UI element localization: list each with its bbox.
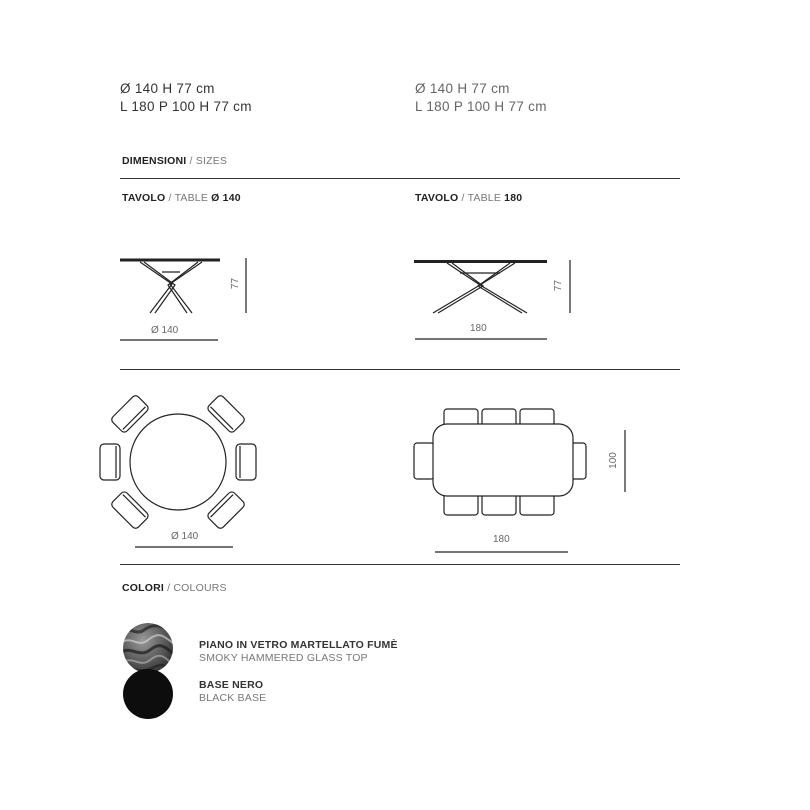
table-label-en: TABLE <box>467 192 505 204</box>
table-label-size: 180 <box>504 192 523 204</box>
sizes-heading-it: DIMENSIONI <box>122 155 187 167</box>
spec-rect: L 180 P 100 H 77 cm <box>415 99 547 114</box>
swatch-glass-title: PIANO IN VETRO MARTELLATO FUMÈ <box>199 639 398 651</box>
swatch-glass-text <box>199 639 398 664</box>
swatch-black-subtitle: BLACK BASE <box>199 692 267 704</box>
divider <box>120 564 680 565</box>
spec-round: Ø 140 H 77 cm <box>120 81 215 96</box>
colours-heading-it: COLORI <box>122 582 165 594</box>
colours-heading-en: COLOURS <box>173 582 227 594</box>
rect-top-depth-dim: 100 <box>607 452 619 469</box>
colours-heading <box>122 582 227 594</box>
swatch-black-title: BASE NERO <box>199 679 264 691</box>
heading-separator: / <box>165 192 175 204</box>
hammered-glass-swatch-icon <box>122 622 174 674</box>
table-label-it: TAVOLO <box>122 192 166 204</box>
heading-separator: / <box>458 192 468 204</box>
swatch-glass-subtitle: SMOKY HAMMERED GLASS TOP <box>199 652 368 664</box>
rect-side-width-dim: 180 <box>470 323 487 334</box>
round-side-width-dim: Ø 140 <box>151 325 179 336</box>
round-top-width-dim: Ø 140 <box>171 531 199 542</box>
spec-round: Ø 140 H 77 cm <box>415 81 510 96</box>
spec-rect: L 180 P 100 H 77 cm <box>120 99 252 114</box>
heading-separator: / <box>164 582 174 594</box>
table-label-en: TABLE <box>174 192 212 204</box>
rect-top-width-dim: 180 <box>493 534 510 545</box>
rect-side-height-dim: 77 <box>553 279 565 292</box>
swatch-black-text <box>199 679 266 704</box>
black-swatch-icon <box>122 668 174 720</box>
round-side-height-dim: 77 <box>230 277 242 290</box>
heading-separator: / <box>186 155 196 167</box>
sizes-heading-en: SIZES <box>195 155 228 167</box>
table-label-it: TAVOLO <box>415 192 459 204</box>
table-label-size: Ø 140 <box>211 192 241 204</box>
